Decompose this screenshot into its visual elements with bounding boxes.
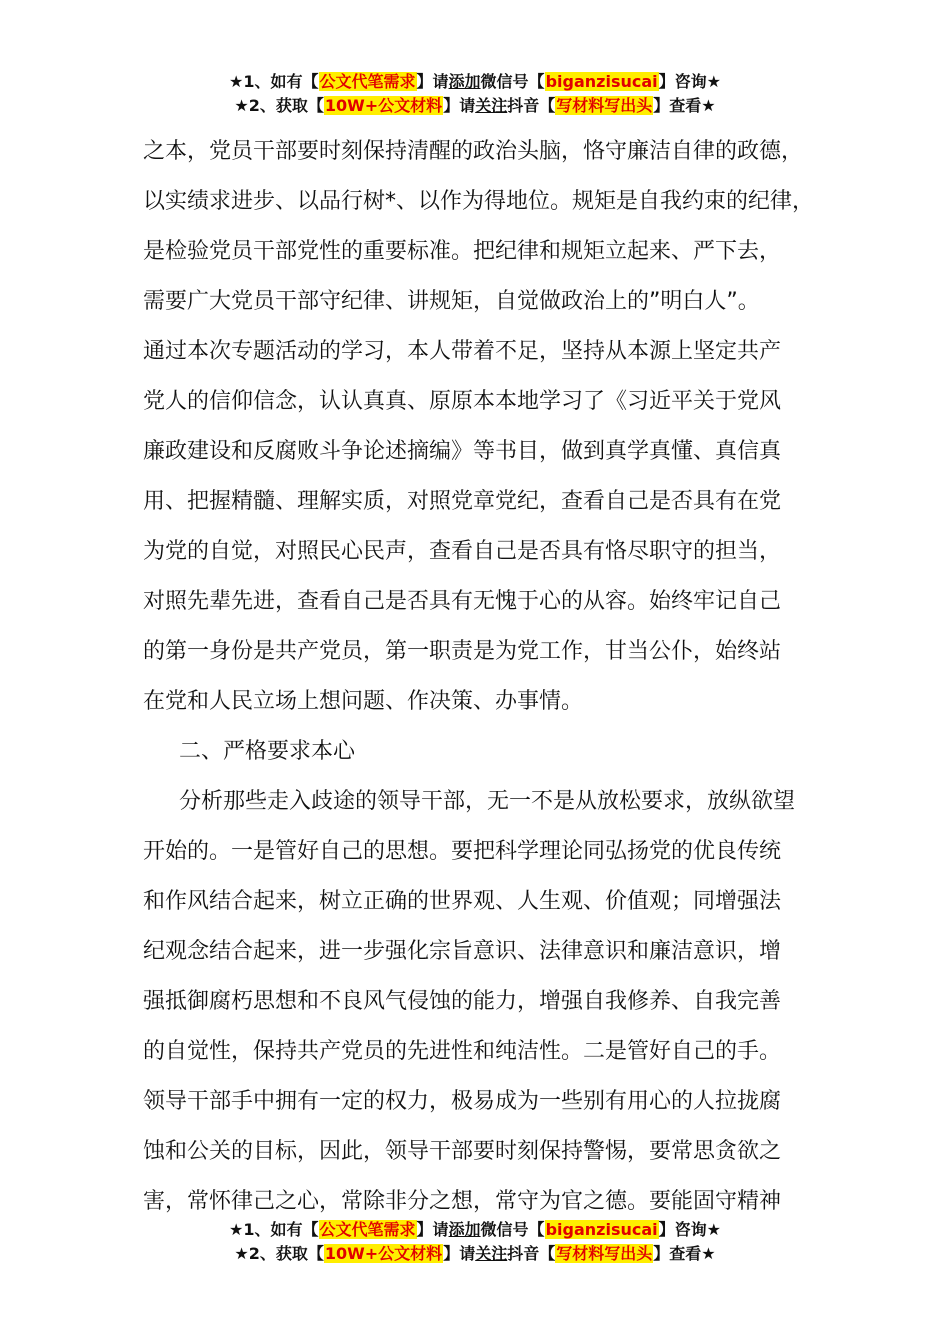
body-line: 纪观念结合起来，进一步强化宗旨意识、法律意识和廉洁意识，增 [143,939,782,964]
promo-text: ★1、如有【 [229,1220,319,1239]
promo-underlined: 关注 [475,96,508,115]
body-line: 用、把握精髓、理解实质，对照党章党纪，查看自己是否具有在党 [143,489,782,514]
promo-highlight: 公文代笔需求 [319,1220,416,1239]
document-body [143,127,833,1227]
body-line: 通过本次专题活动的学习，本人带着不足，坚持从本源上坚定共产 [143,339,782,364]
body-line: 廉政建设和反腐败斗争论述摘编》等书目，做到真学真懂、真信真 [143,439,782,464]
promo-text: 微信号【 [480,1220,545,1239]
promo-text: ★2、获取【 [234,96,324,115]
body-line: 蚀和公关的目标，因此，领导干部要时刻保持警惕，要常思贪欲之 [143,1139,782,1164]
body-line: 需要广大党员干部守纪律、讲规矩，自觉做政治上的”明白人”。 [143,289,760,314]
promo-highlight: 写材料写出头 [556,1244,653,1263]
promo-text: ★1、如有【 [229,72,319,91]
promo-banner-top [0,70,950,118]
body-line: 以实绩求进步、以品行树*、以作为得地位。规矩是自我约束的纪律， [143,189,815,214]
body-line: 强抵御腐朽思想和不良风气侵蚀的能力，增强自我修养、自我完善 [143,989,782,1014]
promo-text: 抖音【 [507,1244,556,1263]
promo-highlight: biganzisucai [545,1220,658,1239]
body-line: 和作风结合起来，树立正确的世界观、人生观、价值观；同增强法 [143,889,782,914]
promo-underlined: 关注 [475,1244,508,1263]
body-line: 为党的自觉，对照民心民声，查看自己是否具有恪尽职守的担当， [143,539,782,564]
body-line: 领导干部手中拥有一定的权力，极易成为一些别有用心的人拉拢腐 [143,1089,782,1114]
promo-text: 】请 [443,1244,476,1263]
body-line: 的第一身份是共产党员，第一职责是为党工作，甘当公仆，始终站 [143,639,782,664]
body-line: 分析那些走入歧途的领导干部，无一不是从放松要求，放纵欲望 [179,789,796,814]
body-line: 是检验党员干部党性的重要标准。把纪律和规矩立起来、严下去， [143,239,782,264]
body-line: 害，常怀律己之心，常除非分之想，常守为官之德。要能固守精神 [143,1189,782,1214]
body-line: 党人的信仰信念，认认真真、原原本本地学习了《习近平关于党风 [143,389,782,414]
body-line: 之本，党员干部要时刻保持清醒的政治头脑，恪守廉洁自律的政德， [143,139,804,164]
body-line: 的自觉性，保持共产党员的先进性和纯洁性。二是管好自己的手。 [143,1039,782,1064]
promo-text: 】咨询★ [658,72,721,91]
promo-line-1 [0,1218,950,1242]
promo-text: 】请 [416,72,449,91]
promo-text: 抖音【 [507,96,556,115]
promo-highlight: biganzisucai [545,72,658,91]
promo-highlight: 10W+公文材料 [324,1244,443,1263]
promo-underlined: 添加 [448,1220,481,1239]
promo-highlight: 10W+公文材料 [324,96,443,115]
body-line: 在党和人民立场上想问题、作决策、办事情。 [143,689,584,714]
promo-text: 微信号【 [480,72,545,91]
promo-line-2 [0,1242,950,1266]
promo-highlight: 写材料写出头 [556,96,653,115]
promo-underlined: 添加 [448,72,481,91]
body-line: 开始的。一是管好自己的思想。要把科学理论同弘扬党的优良传统 [143,839,782,864]
promo-text: 】咨询★ [658,1220,721,1239]
promo-line-2 [0,94,950,118]
promo-text: 】查看★ [653,1244,716,1263]
promo-highlight: 公文代笔需求 [319,72,416,91]
promo-text: ★2、获取【 [234,1244,324,1263]
promo-banner-bottom [0,1218,950,1266]
promo-line-1 [0,70,950,94]
promo-text: 】请 [443,96,476,115]
section-heading: 二、严格要求本心 [179,739,356,764]
body-line: 对照先辈先进，查看自己是否具有无愧于心的从容。始终牢记自己 [143,589,782,614]
promo-text: 】查看★ [653,96,716,115]
promo-text: 】请 [416,1220,449,1239]
